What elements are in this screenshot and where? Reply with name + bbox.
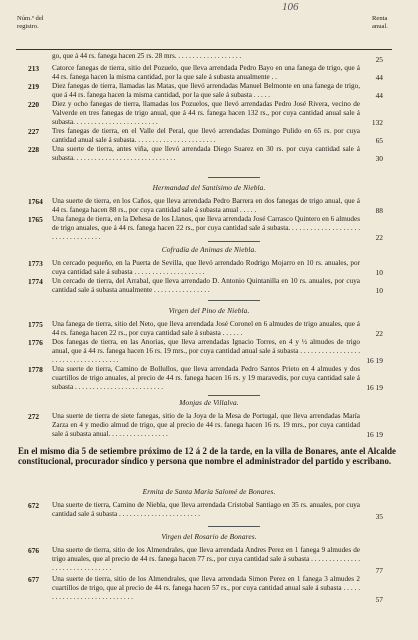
entry-number: 677 xyxy=(28,575,40,584)
entry-number: 1765 xyxy=(28,215,43,224)
entry-number: 213 xyxy=(28,64,40,73)
header-right-line2: anual. xyxy=(372,23,388,30)
entry-text: Una fanega de tierra, en la Dehesa de los Llanos, que lleva arrendada José Carrasco Quintero en 6 almudes de trigo anuales, que á 44 rs. fanega hacen 22 rs., por cuya cantidad sale á subasta. . . . . . . . . . . . . . . . . . . . . . . . . . . . . . . . . . xyxy=(52,215,360,241)
entry-number: 1764 xyxy=(28,197,43,206)
entry-amount: 57 xyxy=(375,595,383,604)
list-item xyxy=(0,127,418,145)
list-item xyxy=(0,64,418,82)
entry-amount: 16 19 xyxy=(366,356,383,365)
list-item xyxy=(0,575,418,604)
list-item xyxy=(0,145,418,163)
entry-number: 1778 xyxy=(28,365,43,374)
entry-text: Una suerte de tierra, sitio de los Almendrales, que lleva arrendada Simon Perez en 1 fanega 3 almudes 2 cuartillos de trigo, que al precio de 44 rs. fanega hacen 57 rs., por cuya cantidad anual sale á subasta . . . . . . . . . . . . . . . . . . . . . . . . . . . . xyxy=(52,575,360,601)
list-item xyxy=(0,320,418,338)
entry-amount: 44 xyxy=(375,91,383,100)
entry-text: Tres fanegas de tierra, en el Valle del Peral, que llevó arrendadas Domingo Pulido en 65 rs. por cuya cantidad anual sale á subasta. . . . . . . . . . . . . . . . . . . . . . . xyxy=(52,127,360,144)
section-heading: Virgen del Pino de Niebla. xyxy=(168,306,250,315)
entry-text: Una suerte de tierra de siete fanegas, sitio de la Joya de la Mesa de Portugal, que lleva arrendadas María Zarza en 4 y medio almud de trigo, que al precio de 44 rs. fanega hacen 16 rs. 19 mrs., por cuya cantidad sale á subasta anual. . . . . . . . . . . . . . . . . xyxy=(52,412,360,438)
section-heading: Virgen del Rosario de Bonares. xyxy=(161,532,257,541)
section-divider xyxy=(208,241,260,242)
entry-text: Una suerte de tierra, Camino de Bollullos, que lleva arrendada Pedro Santos Prieto en 4 almudes y dos cuartillos de trigo anuales, al precio de 44 rs. fanega hacen 16 rs. y 19 maravedis, por cuya cantidad sale á subasta . . . . . . . . . . . . . . . . . . . . . . . . . xyxy=(52,365,360,391)
section-divider xyxy=(208,526,260,527)
list-item xyxy=(0,277,418,295)
entry-amount: 77 xyxy=(375,566,383,575)
entry-number: 676 xyxy=(28,546,40,555)
entry-text: Una suerte de tierra, antes viña, que llevó arrendada Diego Suarez en 30 rs. por cuya cantidad sale á subasta. . . . . . . . . . . . . . . . . . . . . . . . . . . . . xyxy=(52,145,360,162)
entry-text: Una suerte de tierra, sitio de los Almendrales, que lleva arrendada Andres Perez en 1 fanega 9 almudes de trigo anuales, que al precio de 44 rs. fanega hacen 77 rs., por cuya cantidad sale á subasta . . . . . . . . . . . . . . . . . . . . . . . . . . . . . . . xyxy=(52,546,360,572)
section-hermandad xyxy=(0,183,418,242)
section-divider xyxy=(208,395,260,396)
entry-text: Un cercado de tierra, del Arrabal, que lleva arrendado D. Antonio Quintanilla en 10 rs. anuales, por cuya cantidad sale á subasta anualmente . . . . . . . . . . . . . . . . xyxy=(52,277,360,294)
entry-number: 227 xyxy=(28,127,40,136)
entry-text: Una fanega de tierra, sitio del Neto, que lleva arrendada José Coronel en 6 almudes de trigo anuales, que á 44 rs. fanega hacen 22 rs., por cuya cantidad sale á subasta . . . . . . xyxy=(52,320,360,337)
list-item xyxy=(0,338,418,365)
page-number: 106 xyxy=(282,1,299,13)
entry-amount: 10 xyxy=(375,286,383,295)
entry-amount: 16 19 xyxy=(366,430,383,439)
entry-amount: 16 19 xyxy=(366,383,383,392)
list-item xyxy=(0,365,418,392)
list-item xyxy=(0,52,418,64)
section-divider xyxy=(208,300,260,301)
entry-amount: 65 xyxy=(375,136,383,145)
section-divider xyxy=(208,177,260,178)
entry-number: 1776 xyxy=(28,338,43,347)
section-cofradia xyxy=(0,245,418,295)
entry-number: 219 xyxy=(28,82,40,91)
section-virgen-rosario xyxy=(0,532,418,604)
section-heading: Monjas de Villalva. xyxy=(179,398,239,407)
entry-text: Diez y ocho fanegas de tierra, llamadas los Pozuelos, que llevó arrendadas Pedro José Rivera, vecino de Valverde en tres fanegas de trigo anual, que á 44 rs. fanega hacen 132 rs., por cuya cantidad anual sale á subasta. . . . . . . . . . . . . . . . . . . . . . . . xyxy=(52,100,360,126)
section-continuation xyxy=(0,52,418,163)
header-left-line1: Núm.º del xyxy=(17,15,44,22)
header-rule xyxy=(16,49,392,50)
list-item xyxy=(0,82,418,100)
entry-number: 228 xyxy=(28,145,40,154)
entry-text: Catorce fanegas de tierra, sitio del Pozuelo, que lleva arrendada Pedro Bayo en una fanega de trigo, que á 44 rs. fanega hacen la misma cantidad, por la que sale á subasta anualmente . . xyxy=(52,64,360,81)
header-left-line2: registro. xyxy=(17,23,39,30)
entry-text: Dos fanegas de tierra, en las Anorias, que lleva arrendadas Ignacio Torres, en 4 y ½ almudes de trigo anual, que á 44 rs. fanega hacen 16 rs. 19 mrs., por cuya cantidad anual sale á subasta . . . . . . . . . . . . . . . . . . . . . . . . . . . . . . . . . . . . xyxy=(52,338,360,364)
entry-number: 272 xyxy=(28,412,40,421)
entry-amount: 25 xyxy=(375,55,383,64)
entry-amount: 30 xyxy=(375,154,383,163)
entry-number: 672 xyxy=(28,501,40,510)
entry-text: Una suerte de tierra, Camino de Niebla, que lleva arrendada Cristobal Santiago en 35 rs. anuales, por cuya cantidad sale á subasta . . . . . . . . . . . . . . . . . . . . . . . xyxy=(52,501,360,518)
section-virgen-pino xyxy=(0,306,418,392)
entry-text: Diez fanegas de tierra, llamadas las Matas, que llevó arrendadas Manuel Belmonte en una fanega de trigo, que á 44 rs. fanega hacen la misma cantidad, por la que sale á subasta . . . . . xyxy=(52,82,360,99)
header-right-line1: Renta xyxy=(372,15,388,22)
entry-amount: 10 xyxy=(375,268,383,277)
entry-number: 1775 xyxy=(28,320,43,329)
auction-notice: En el mismo dia 5 de setiembre próximo de 12 á 2 de la tarde, en la villa de Bonares, ante el Alcalde constitucional, procurador síndico y persona que nombre el administrador del partido y escribano. xyxy=(18,446,396,467)
list-item xyxy=(0,215,418,242)
header-rent-label xyxy=(372,15,388,31)
list-item xyxy=(0,501,418,521)
entry-number: 220 xyxy=(28,100,40,109)
list-item xyxy=(0,100,418,127)
entry-amount: 22 xyxy=(375,329,383,338)
entry-number: 1773 xyxy=(28,259,43,268)
entry-text: go, que á 44 rs. fanega hacen 25 rs. 28 mrs. . . . . . . . . . . . . . . . . . . xyxy=(52,52,242,60)
list-item xyxy=(0,412,418,439)
section-heading: Ermita de Santa María Salomé de Bonares. xyxy=(142,487,276,496)
section-heading: Hermandad del Santísimo de Niebla. xyxy=(152,183,266,192)
entry-amount: 88 xyxy=(375,206,383,215)
list-item xyxy=(0,546,418,575)
list-item xyxy=(0,197,418,215)
entry-amount: 22 xyxy=(375,233,383,242)
entry-text: Una suerte de tierra, en los Caños, que lleva arrendada Pedro Barrera en dos fanegas de trigo anual, que á 44 rs. fanega hacen 88 rs., por cuya cantidad sale á subasta anual . . . . . xyxy=(52,197,360,214)
section-heading: Cofradía de Animas de Niebla. xyxy=(161,245,257,254)
entry-amount: 132 xyxy=(371,118,383,127)
list-item xyxy=(0,259,418,277)
entry-number: 1774 xyxy=(28,277,43,286)
section-ermita xyxy=(0,487,418,521)
entry-amount: 35 xyxy=(375,512,383,521)
section-monjas xyxy=(0,398,418,439)
header-registry-label xyxy=(17,15,44,31)
entry-amount: 44 xyxy=(375,73,383,82)
entry-text: Un cercado pequeño, en la Puerta de Sevilla, que llevó arrendado Rodrigo Mojarro en 10 rs. anuales, por cuya cantidad sale á subasta . . . . . . . . . . . . . . . . . . . . xyxy=(52,259,360,276)
